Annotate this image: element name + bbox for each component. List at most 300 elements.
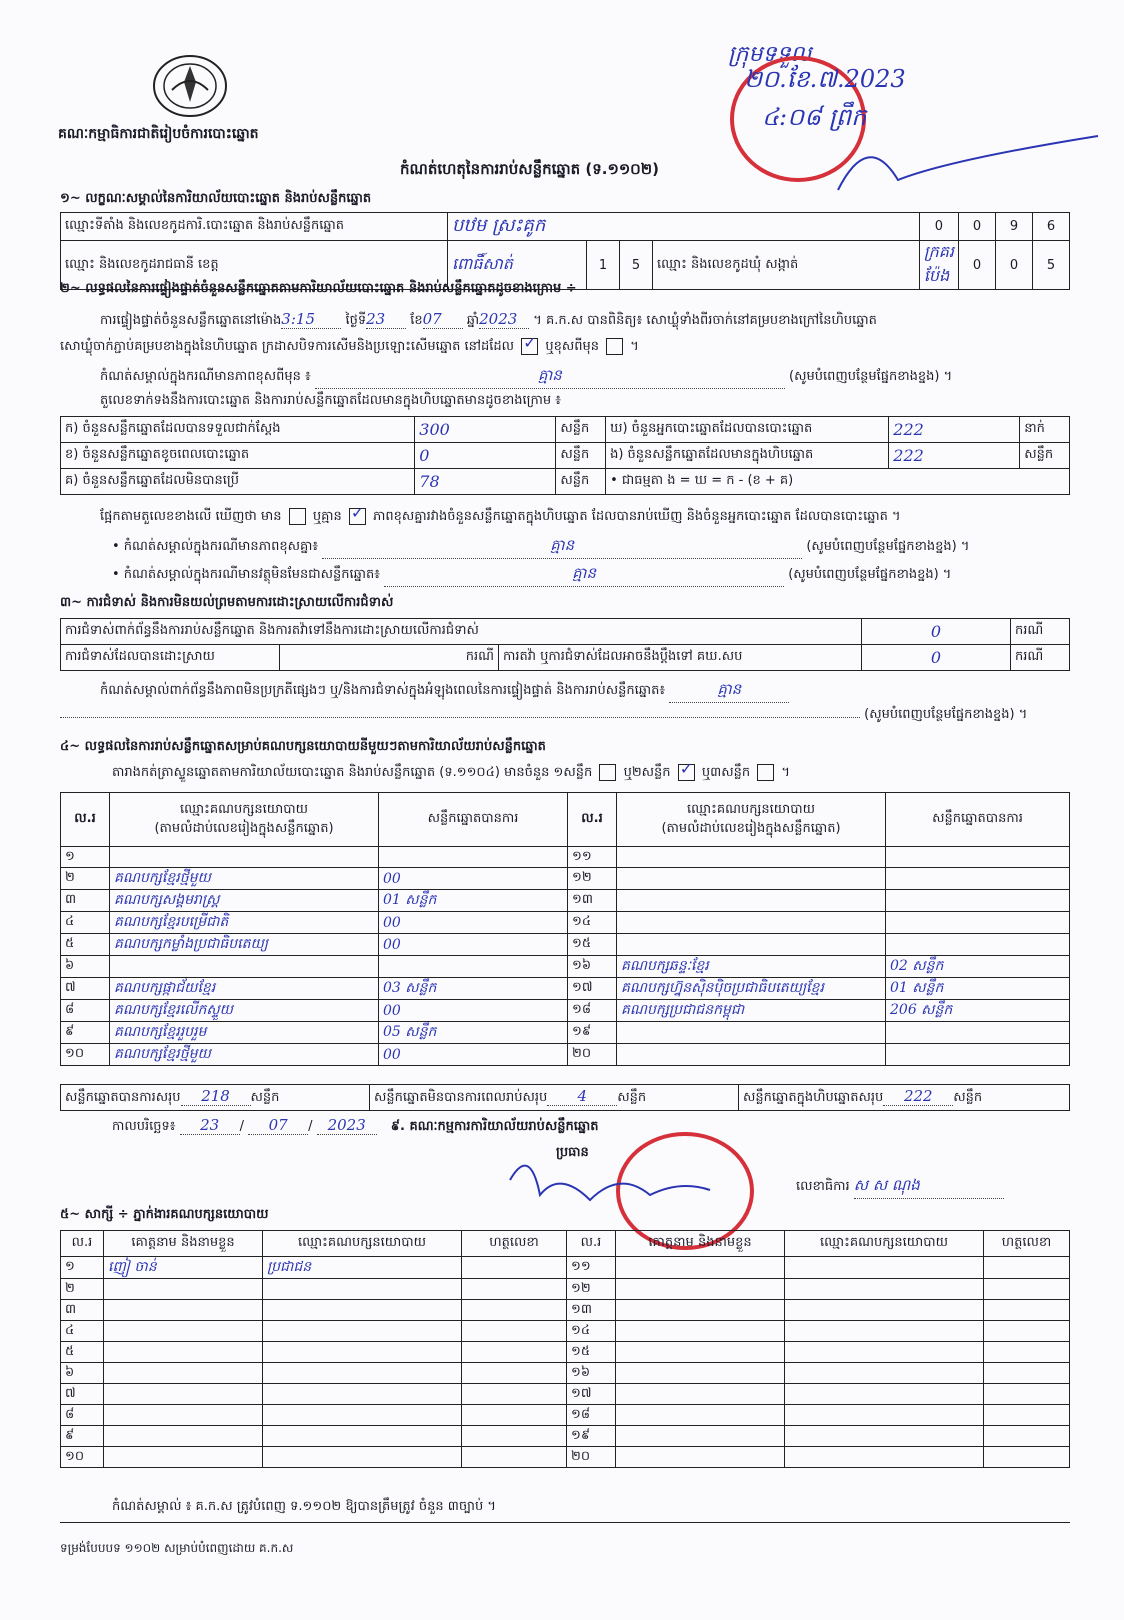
date-year: 2023 bbox=[317, 1116, 377, 1135]
date-month: 07 bbox=[248, 1116, 308, 1135]
figures-table bbox=[60, 416, 1070, 495]
witness-row-sign-left bbox=[462, 1363, 567, 1384]
results-row-votes-left: 03 សន្លឹក bbox=[379, 978, 568, 1000]
results-col-no-right: ល.រ bbox=[568, 793, 617, 847]
results-row-no-right: ១៩ bbox=[568, 1022, 617, 1044]
witness-row-name-right bbox=[616, 1426, 785, 1447]
witness-row-party-right bbox=[785, 1300, 984, 1321]
results-row-votes-right bbox=[886, 912, 1070, 934]
results-row-votes-right bbox=[886, 1044, 1070, 1066]
witness-row-party-right bbox=[785, 1447, 984, 1468]
witness-row-party-left bbox=[263, 1405, 462, 1426]
irregularity-tail: (សូមបំពេញបន្ថែមផ្នែកខាងខ្នង) ។ bbox=[864, 707, 1028, 722]
witness-row bbox=[61, 1405, 1070, 1426]
results-party-header-right: ឈ្មោះគណបក្សនយោបាយ bbox=[687, 801, 815, 817]
date-line: កាលបរិច្ឆេទ៖ 23 / 07 / 2023 ៩. គណៈកម្មការការិយាល័យរាប់សន្លឹកឆ្នោត bbox=[112, 1116, 599, 1134]
results-row-no-left: ២ bbox=[61, 868, 110, 890]
objection-row1-unit: ករណី bbox=[1011, 619, 1070, 645]
witness-row-sign-left bbox=[462, 1257, 567, 1279]
same-checkbox[interactable]: ✓ bbox=[521, 338, 538, 355]
figure-e-value: 222 bbox=[889, 443, 1020, 469]
objection-row2-label-b: ការតវ៉ា ឬការជំទាស់ដែលអាចនឹងប្តឹងទៅ គឃ.សប bbox=[499, 645, 862, 671]
witness-row-sign-left bbox=[462, 1447, 567, 1468]
figure-a-unit: សន្លឹក bbox=[556, 417, 606, 443]
station-table bbox=[60, 212, 1070, 290]
witness-row bbox=[61, 1321, 1070, 1342]
figure-e-unit: សន្លឹក bbox=[1020, 443, 1070, 469]
results-row-party-right bbox=[617, 847, 886, 868]
witness-row-sign-right bbox=[984, 1342, 1070, 1363]
province-label: ឈ្មោះ និងលេខកូដរាជធានី ខេត្ត bbox=[61, 241, 448, 290]
results-row-votes-left: 00 bbox=[379, 934, 568, 956]
results-row-votes-right: 02 សន្លឹក bbox=[886, 956, 1070, 978]
results-row bbox=[61, 1044, 1070, 1066]
witness-col-no-right: ល.រ bbox=[567, 1231, 616, 1257]
total-invalid-unit: សន្លឹក bbox=[617, 1090, 647, 1105]
witness-row-no-left: ១ bbox=[61, 1257, 104, 1279]
results-col-votes-right: សន្លឹកឆ្នោតបានការ bbox=[886, 793, 1070, 847]
form-title: កំណត់ហេតុនៃការរាប់សន្លឹកឆ្នោត (ទ.១១០២) bbox=[400, 160, 660, 178]
witness-row-no-right: ១៨ bbox=[567, 1405, 616, 1426]
witness-row-no-left: ៣ bbox=[61, 1300, 104, 1321]
witness-row-party-left bbox=[263, 1342, 462, 1363]
results-row-party-right: គណបក្សឆន្ទៈខ្មែរ bbox=[617, 956, 886, 978]
station-code-4: 6 bbox=[1033, 213, 1070, 241]
witness-row-party-left bbox=[263, 1321, 462, 1342]
bullet2-label: • កំណត់សម្គាល់ក្នុងករណីមានវត្ថុមិនមែនជាសន្លឹកឆ្នោត៖ bbox=[112, 567, 380, 582]
witness-body bbox=[61, 1257, 1070, 1468]
witness-row-name-left bbox=[104, 1426, 263, 1447]
witness-row-name-right bbox=[616, 1300, 785, 1321]
station-label: ឈ្មោះទីតាំង និងលេខកូដការិ.បោះឆ្នោត និងរាប់សន្លឹកឆ្នោត bbox=[61, 213, 448, 241]
total-box-value: 222 bbox=[883, 1087, 953, 1106]
witness-table bbox=[60, 1230, 1070, 1468]
results-row-party-right bbox=[617, 912, 886, 934]
verify-text-a: ការផ្ទៀងផ្ទាត់ចំនួនសន្លឹកឆ្នោតនៅម៉ោង bbox=[100, 313, 282, 328]
witness-row-no-left: ១០ bbox=[61, 1447, 104, 1468]
witness-row-party-left bbox=[263, 1384, 462, 1405]
three-sheet-checkbox[interactable] bbox=[757, 764, 774, 781]
total-invalid-value: 4 bbox=[547, 1087, 617, 1106]
witness-row-name-left: ញៀ ចាន់ bbox=[104, 1257, 263, 1279]
seal-text: សោឃ្លុំចាក់ភ្ជាប់គម្របខាងក្នុងនៃហិបឆ្នោត ក្រដាសបិទការសើមនិងប្រឡោះសើមឆ្នោត នៅដដែល bbox=[60, 339, 515, 354]
witness-row-sign-left bbox=[462, 1342, 567, 1363]
results-row-votes-right bbox=[886, 868, 1070, 890]
results-row-party-left: គណបក្សខ្មែររួបរួម bbox=[110, 1022, 379, 1044]
secretary-line bbox=[796, 1176, 1004, 1199]
witness-row-party-left bbox=[263, 1279, 462, 1300]
results-row bbox=[61, 978, 1070, 1000]
witness-row-party-right bbox=[785, 1426, 984, 1447]
results-row-no-right: ១៣ bbox=[568, 890, 617, 912]
emblem-icon bbox=[150, 52, 230, 122]
figure-b-label: ខ) ចំនួនសន្លឹកឆ្នោតខូចពេលបោះឆ្នោត bbox=[61, 443, 415, 469]
results-row bbox=[61, 890, 1070, 912]
totals-table bbox=[60, 1084, 1070, 1111]
results-row-no-left: ៩ bbox=[61, 1022, 110, 1044]
results-row-no-left: ៧ bbox=[61, 978, 110, 1000]
witness-row-name-left bbox=[104, 1405, 263, 1426]
witness-row-no-left: ៦ bbox=[61, 1363, 104, 1384]
results-row-party-right: គណបក្សប្រជាជនកម្ពុជា bbox=[617, 1000, 886, 1022]
witness-row-no-right: ១៥ bbox=[567, 1342, 616, 1363]
objections-table bbox=[60, 618, 1070, 671]
witness-row-party-right bbox=[785, 1384, 984, 1405]
witness-row bbox=[61, 1363, 1070, 1384]
results-row-party-left: គណបក្សខ្មែរថ្មីមួយ bbox=[110, 868, 379, 890]
verify-month: 07 bbox=[423, 310, 463, 329]
committee-title: ៩. គណៈកម្មការការិយាល័យរាប់សន្លឹកឆ្នោត bbox=[390, 1119, 599, 1134]
results-row bbox=[61, 912, 1070, 934]
witness-row-name-right bbox=[616, 1342, 785, 1363]
witness-col-no-left: ល.រ bbox=[61, 1231, 104, 1257]
results-row-no-right: ១១ bbox=[568, 847, 617, 868]
witness-col-name-right: គោត្តនាម និងនាមខ្លួន bbox=[616, 1231, 785, 1257]
org-name: គណៈកម្មាធិការជាតិរៀបចំការបោះឆ្នោត bbox=[58, 126, 259, 142]
witness-row bbox=[61, 1384, 1070, 1405]
figure-c-value: 78 bbox=[415, 469, 556, 495]
verify-text-e: ។ គ.ក.ស បានពិនិត្យ៖ សោឃ្លុំទាំងពីរចាក់នៅគម្របខាងក្រៅនៃហិបឆ្នោត bbox=[533, 313, 877, 328]
witness-row bbox=[61, 1342, 1070, 1363]
bullet1-line bbox=[112, 536, 1072, 559]
total-invalid-label: សន្លឹកឆ្នោតមិនបានការពេលរាប់សរុប bbox=[374, 1090, 548, 1105]
verify-day: 23 bbox=[366, 310, 406, 329]
witness-row-no-left: ៨ bbox=[61, 1405, 104, 1426]
figures-intro: តួលេខទាក់ទងនឹងការបោះឆ្នោត និងការរាប់សន្លឹកឆ្នោតដែលមានក្នុងហិបឆ្នោតមានដូចខាងក្រោម ៖ bbox=[100, 393, 561, 408]
objection-row2-unit: ករណី bbox=[280, 645, 499, 671]
commune-code-2: 0 bbox=[996, 241, 1033, 290]
discrepancy-line bbox=[100, 503, 1070, 527]
witness-row-sign-right bbox=[984, 1300, 1070, 1321]
witness-row bbox=[61, 1279, 1070, 1300]
objection-row1-label: ការជំទាស់ពាក់ព័ន្ធនឹងការរាប់សន្លឹកឆ្នោត និងការតវ៉ាទៅនឹងការដោះស្រាយលើការជំទាស់ bbox=[61, 619, 862, 645]
results-row-votes-right: 01 សន្លឹក bbox=[886, 978, 1070, 1000]
results-row-party-left: គណបក្សខ្មែរលើកស្ទួយ bbox=[110, 1000, 379, 1022]
commune-label: ឈ្មោះ និងលេខកូដឃុំ សង្កាត់ bbox=[653, 241, 920, 290]
figure-b-unit: សន្លឹក bbox=[556, 443, 606, 469]
verify-line bbox=[100, 310, 1080, 331]
has-discrepancy-checkbox[interactable] bbox=[289, 508, 306, 525]
witness-row-party-right bbox=[785, 1321, 984, 1342]
witness-row-sign-left bbox=[462, 1384, 567, 1405]
witness-row-name-left bbox=[104, 1447, 263, 1468]
results-row-party-left bbox=[110, 956, 379, 978]
witness-row bbox=[61, 1447, 1070, 1468]
witness-row-name-left bbox=[104, 1363, 263, 1384]
witness-row-sign-left bbox=[462, 1405, 567, 1426]
total-box-label: សន្លឹកឆ្នោតក្នុងហិបឆ្នោតសរុប bbox=[743, 1090, 884, 1105]
witness-row-no-right: ១២ bbox=[567, 1279, 616, 1300]
results-row-votes-left: 00 bbox=[379, 868, 568, 890]
witness-row-name-right bbox=[616, 1405, 785, 1426]
bullet2-value: គ្មាន bbox=[384, 564, 784, 587]
secretary-value: ស ស ណុង bbox=[854, 1176, 1004, 1199]
figure-formula: • ជាធម្មតា ង = ឃ = ក - (ខ + គ) bbox=[606, 469, 1070, 495]
witness-row-party-left bbox=[263, 1447, 462, 1468]
chair-signature bbox=[500, 1150, 720, 1220]
witness-row bbox=[61, 1300, 1070, 1321]
witness-row-party-right bbox=[785, 1257, 984, 1279]
witness-row-no-left: ៥ bbox=[61, 1342, 104, 1363]
results-row bbox=[61, 1022, 1070, 1044]
results-row-votes-right bbox=[886, 890, 1070, 912]
verify-text-d: ឆ្នាំ bbox=[466, 313, 480, 328]
results-row-votes-left bbox=[379, 847, 568, 868]
results-row-votes-left: 05 សន្លឹក bbox=[379, 1022, 568, 1044]
witness-row-sign-right bbox=[984, 1363, 1070, 1384]
received-stamp bbox=[728, 40, 1108, 190]
witness-row-no-right: ២០ bbox=[567, 1447, 616, 1468]
witness-row-party-right bbox=[785, 1363, 984, 1384]
results-row bbox=[61, 868, 1070, 890]
witness-row-name-left bbox=[104, 1279, 263, 1300]
commune-name: ក្រគរ ប៉ែង bbox=[919, 241, 958, 290]
witness-row-no-right: ១៦ bbox=[567, 1363, 616, 1384]
no-discrepancy-text: ឬគ្មាន bbox=[312, 509, 342, 524]
bullet1-tail: (សូមបំពេញបន្ថែមផ្នែកខាងខ្នង) ។ bbox=[806, 539, 970, 554]
results-col-no-left: ល.រ bbox=[61, 793, 110, 847]
witness-row-sign-right bbox=[984, 1257, 1070, 1279]
results-row-votes-right bbox=[886, 934, 1070, 956]
witness-row-sign-left bbox=[462, 1426, 567, 1447]
two-sheet-checkbox[interactable]: ✓ bbox=[678, 764, 695, 781]
results-table bbox=[60, 792, 1070, 1066]
three-sheet-text: ឬ៣សន្លឹក bbox=[701, 765, 751, 780]
witness-row-name-left bbox=[104, 1321, 263, 1342]
seal-line: សោឃ្លុំចាក់ភ្ជាប់គម្របខាងក្នុងនៃហិបឆ្នោត ក្រដាសបិទការសើមនិងប្រឡោះសើមឆ្នោត នៅដដែល ✓ ឬខុសពីមុន ។ bbox=[60, 333, 639, 354]
results-col-party-right bbox=[617, 793, 886, 847]
form-code: ទម្រង់បែបបទ ១១០២ សម្រាប់បំពេញដោយ គ.ក.ស bbox=[60, 1541, 294, 1555]
figure-a-value: 300 bbox=[415, 417, 556, 443]
total-valid-label: សន្លឹកឆ្នោតបានការសរុប bbox=[65, 1090, 181, 1105]
witness-row-sign-right bbox=[984, 1321, 1070, 1342]
figure-d-unit: នាក់ bbox=[1020, 417, 1070, 443]
witness-row-name-left bbox=[104, 1384, 263, 1405]
section2-heading: ២~ លទ្ធផលនៃការផ្ទៀងផ្ទាត់ចំនួនសន្លឹកឆ្នោតតាមការិយាល័យបោះឆ្នោត និងរាប់សន្លឹកឆ្នោតដូចខាងក្រោម ÷ bbox=[60, 281, 577, 296]
difference-note-value: គ្មាន bbox=[315, 366, 785, 389]
objection-row2-label: ការជំទាស់ដែលបានដោះស្រាយ bbox=[61, 645, 280, 671]
station-code-2: 0 bbox=[959, 213, 996, 241]
witness-row-no-right: ១៩ bbox=[567, 1426, 616, 1447]
witness-row-no-right: ១១ bbox=[567, 1257, 616, 1279]
total-valid-value: 218 bbox=[181, 1087, 251, 1106]
results-row-no-right: ១៨ bbox=[568, 1000, 617, 1022]
results-row-party-right bbox=[617, 934, 886, 956]
results-row-party-left: គណបក្សសង្គមរាស្ត្រ bbox=[110, 890, 379, 912]
bullet2-line bbox=[112, 564, 1072, 587]
difference-note-label: កំណត់សម្គាល់ក្នុងករណីមានភាពខុសពីមុន ៖ bbox=[100, 369, 311, 384]
results-row-votes-right bbox=[886, 1022, 1070, 1044]
station-code-1: 0 bbox=[919, 213, 958, 241]
witness-row-party-left: ប្រជាជន bbox=[263, 1257, 462, 1279]
witness-row-party-left bbox=[263, 1300, 462, 1321]
results-row-party-left: គណបក្សផ្កាជ័យខ្មែរ bbox=[110, 978, 379, 1000]
results-row-no-left: ៥ bbox=[61, 934, 110, 956]
results-row-no-left: ១ bbox=[61, 847, 110, 868]
results-row-no-right: ២០ bbox=[568, 1044, 617, 1066]
witness-row-no-left: ៩ bbox=[61, 1426, 104, 1447]
bullet1-value: គ្មាន bbox=[322, 536, 802, 559]
footer-divider bbox=[60, 1522, 1070, 1523]
witness-row bbox=[61, 1426, 1070, 1447]
difference-note-tail: (សូមបំពេញបន្ថែមផ្នែកខាងខ្នង) ។ bbox=[789, 369, 953, 384]
results-row-party-right bbox=[617, 1044, 886, 1066]
results-row-no-left: ៣ bbox=[61, 890, 110, 912]
witness-col-sign-left: ហត្ថលេខា bbox=[462, 1231, 567, 1257]
results-row-party-right: គណបក្សហ្វ៊ុនស៊ិនប៉ិចប្រជាធិបតេយ្យខ្មែរ bbox=[617, 978, 886, 1000]
section5-heading: ៥~ សាក្សី ÷ ភ្នាក់ងារគណបក្សនយោបាយ bbox=[60, 1207, 269, 1222]
objection-row2-unit-b: ករណី bbox=[1011, 645, 1070, 671]
discrepancy-text-c: ភាពខុសគ្នារវាងចំនួនសន្លឹកឆ្នោតក្នុងហិបឆ្នោត ដែលបានរាប់ឃើញ និងចំនួនអ្នកបោះឆ្នោត ដែលបានបោះឆ្នោត ។ bbox=[373, 509, 901, 524]
objection-row1-value: 0 bbox=[862, 619, 1011, 645]
results-row bbox=[61, 1000, 1070, 1022]
results-row-party-left bbox=[110, 847, 379, 868]
results-row bbox=[61, 956, 1070, 978]
witness-row-party-right bbox=[785, 1342, 984, 1363]
secretary-label: លេខាធិការ bbox=[796, 1179, 850, 1194]
commune-code-3: 5 bbox=[1033, 241, 1070, 290]
date-day: 23 bbox=[180, 1116, 240, 1135]
results-row-no-right: ១៧ bbox=[568, 978, 617, 1000]
figure-e-label: ង) ចំនួនសន្លឹកឆ្នោតដែលមានក្នុងហិបឆ្នោត bbox=[606, 443, 889, 469]
results-row-no-right: ១៤ bbox=[568, 912, 617, 934]
total-valid-unit: សន្លឹក bbox=[250, 1090, 280, 1105]
witness-row-party-right bbox=[785, 1405, 984, 1426]
results-row-party-right bbox=[617, 1022, 886, 1044]
results-row-votes-left bbox=[379, 956, 568, 978]
province-code-1: 1 bbox=[587, 241, 620, 290]
total-box-unit: សន្លឹក bbox=[953, 1090, 983, 1105]
results-row-no-left: ៦ bbox=[61, 956, 110, 978]
bullet1-label: • កំណត់សម្គាល់ក្នុងករណីមានភាពខុសគ្នា៖ bbox=[112, 539, 319, 554]
verify-year: 2023 bbox=[479, 310, 529, 329]
figure-d-label: ឃ) ចំនួនអ្នកបោះឆ្នោតដែលបានបោះឆ្នោត bbox=[606, 417, 889, 443]
results-row-no-right: ១៥ bbox=[568, 934, 617, 956]
results-row-party-right bbox=[617, 868, 886, 890]
witness-col-name-left: គោត្តនាម និងនាមខ្លួន bbox=[104, 1231, 263, 1257]
province-code-2: 5 bbox=[620, 241, 653, 290]
no-discrepancy-checkbox[interactable]: ✓ bbox=[349, 508, 366, 525]
total-box-cell bbox=[739, 1085, 1070, 1111]
station-code-3: 9 bbox=[996, 213, 1033, 241]
witness-row-sign-right bbox=[984, 1426, 1070, 1447]
witness-row-party-left bbox=[263, 1363, 462, 1384]
results-party-sub-right: (តាមលំដាប់លេខរៀងក្នុងសន្លឹកឆ្នោត) bbox=[661, 820, 841, 836]
irregularity-label: កំណត់សម្គាល់ពាក់ព័ន្ធនឹងភាពមិនប្រក្រតីផ្សេងៗ ឬ/និងការជំទាស់ក្នុងអំឡុងពេលនៃការផ្ទៀងផ្ទាត់ និងការរាប់សន្លឹកឆ្នោត៖ bbox=[100, 683, 666, 698]
changed-text: ឬខុសពីមុន bbox=[545, 339, 599, 354]
figure-c-unit: សន្លឹក bbox=[556, 469, 606, 495]
results-row-no-right: ១៦ bbox=[568, 956, 617, 978]
discrepancy-text: ផ្អែកតាមតួលេខខាងលើ ឃើញថា មាន bbox=[100, 509, 282, 524]
figure-c-label: គ) ចំនួនសន្លឹកឆ្នោតដែលមិនបានប្រើ bbox=[61, 469, 415, 495]
signature-stroke bbox=[828, 120, 1108, 200]
witness-row-sign-right bbox=[984, 1405, 1070, 1426]
results-row-votes-left: 00 bbox=[379, 1000, 568, 1022]
two-sheet-text: ឬ២សន្លឹក bbox=[623, 765, 671, 780]
date-label: កាលបរិច្ឆេទ៖ bbox=[112, 1119, 176, 1134]
witness-row-no-right: ១៣ bbox=[567, 1300, 616, 1321]
results-row-votes-right bbox=[886, 847, 1070, 868]
changed-checkbox[interactable] bbox=[606, 338, 623, 355]
irregularity-line bbox=[100, 680, 1070, 703]
footer-note: កំណត់សម្គាល់ ៖ គ.ក.ស ត្រូវបំពេញ ទ.១១០២ ឱ្យបានត្រឹមត្រូវ ចំនួន ៣ច្បាប់ ។ bbox=[112, 1499, 496, 1514]
results-row-party-left: គណបក្សកម្លាំងប្រជាធិបតេយ្យ bbox=[110, 934, 379, 956]
objection-row2-value: 0 bbox=[862, 645, 1011, 671]
chair-label: ប្រធាន bbox=[556, 1145, 589, 1160]
results-row-votes-left: 01 សន្លឹក bbox=[379, 890, 568, 912]
results-row-votes-left: 00 bbox=[379, 912, 568, 934]
witness-row-name-right bbox=[616, 1257, 785, 1279]
witness-row-party-left bbox=[263, 1426, 462, 1447]
tally-line: តារាងកត់ត្រាស្ទួនឆ្នោតតាមការិយាល័យបោះឆ្នោត និងរាប់សន្លឹកឆ្នោត (ទ.១១០៤) មានចំនួន ១សន្លឹក ឬ២សន្លឹក ✓ ឬ៣សន្លឹក ។ bbox=[112, 759, 790, 780]
results-row-no-left: ១០ bbox=[61, 1044, 110, 1066]
results-row-party-right bbox=[617, 890, 886, 912]
figure-d-value: 222 bbox=[889, 417, 1020, 443]
results-row-votes-right: 206 សន្លឹក bbox=[886, 1000, 1070, 1022]
figure-b-value: 0 bbox=[415, 443, 556, 469]
total-valid-cell bbox=[61, 1085, 370, 1111]
results-col-votes-left: សន្លឹកឆ្នោតបានការ bbox=[379, 793, 568, 847]
stamp-date: ២០.ខែ.៧.2023 bbox=[744, 65, 906, 93]
witness-col-party-left: ឈ្មោះគណបក្សនយោបាយ bbox=[263, 1231, 462, 1257]
tally-text: តារាងកត់ត្រាស្ទួនឆ្នោតតាមការិយាល័យបោះឆ្នោត និងរាប់សន្លឹកឆ្នោត (ទ.១១០៤) មានចំនួន ១សន្លឹក bbox=[112, 765, 593, 780]
results-party-sub-left: (តាមលំដាប់លេខរៀងក្នុងសន្លឹកឆ្នោត) bbox=[154, 820, 334, 836]
results-row-party-left: គណបក្សខ្មែរថ្មីមួយ bbox=[110, 1044, 379, 1066]
witness-row bbox=[61, 1257, 1070, 1279]
witness-row-name-right bbox=[616, 1321, 785, 1342]
witness-row-name-right bbox=[616, 1363, 785, 1384]
witness-row-name-left bbox=[104, 1342, 263, 1363]
witness-row-no-left: ៤ bbox=[61, 1321, 104, 1342]
witness-row-no-left: ២ bbox=[61, 1279, 104, 1300]
witness-row-name-right bbox=[616, 1384, 785, 1405]
witness-row-no-right: ១៧ bbox=[567, 1384, 616, 1405]
witness-row-no-right: ១៤ bbox=[567, 1321, 616, 1342]
witness-row-sign-right bbox=[984, 1279, 1070, 1300]
province-name: ពោធិ៍សាត់ bbox=[448, 241, 587, 290]
results-row-votes-left: 00 bbox=[379, 1044, 568, 1066]
results-row-no-right: ១២ bbox=[568, 868, 617, 890]
results-party-header-left: ឈ្មោះគណបក្សនយោបាយ bbox=[180, 801, 308, 817]
stamp-text: ក្រុមទទួល bbox=[728, 42, 812, 67]
total-invalid-cell bbox=[370, 1085, 739, 1111]
witness-row-name-right bbox=[616, 1447, 785, 1468]
witness-row-sign-left bbox=[462, 1321, 567, 1342]
results-row-no-left: ៤ bbox=[61, 912, 110, 934]
results-row-party-left: គណបក្សខ្មែរបម្រើជាតិ bbox=[110, 912, 379, 934]
witness-row-sign-left bbox=[462, 1279, 567, 1300]
commune-code-1: 0 bbox=[959, 241, 996, 290]
witness-col-party-right: ឈ្មោះគណបក្សនយោបាយ bbox=[785, 1231, 984, 1257]
irregularity-line2 bbox=[60, 706, 1070, 725]
stamp-time: ៤:០៨ ព្រឹក bbox=[762, 103, 867, 131]
witness-col-sign-right: ហត្ថលេខា bbox=[984, 1231, 1070, 1257]
results-row-no-left: ៨ bbox=[61, 1000, 110, 1022]
section1-heading: ១~ លក្ខណៈសម្គាល់នៃការិយាល័យបោះឆ្នោត និងរាប់សន្លឹកឆ្នោត bbox=[60, 191, 372, 206]
results-row bbox=[61, 934, 1070, 956]
witness-row-party-right bbox=[785, 1279, 984, 1300]
verify-text-b: ថ្ងៃទី bbox=[345, 313, 367, 328]
witness-row-sign-right bbox=[984, 1384, 1070, 1405]
section3-heading: ៣~ ការជំទាស់ និងការមិនយល់ព្រមតាមការដោះស្រាយលើការជំទាស់ bbox=[60, 595, 394, 610]
witness-row-name-left bbox=[104, 1300, 263, 1321]
irregularity-value: គ្មាន bbox=[669, 680, 789, 703]
bullet2-tail: (សូមបំពេញបន្ថែមផ្នែកខាងខ្នង) ។ bbox=[788, 567, 952, 582]
difference-note-line bbox=[100, 366, 1070, 389]
one-sheet-checkbox[interactable] bbox=[599, 764, 616, 781]
witness-row-name-right bbox=[616, 1279, 785, 1300]
results-row bbox=[61, 847, 1070, 868]
